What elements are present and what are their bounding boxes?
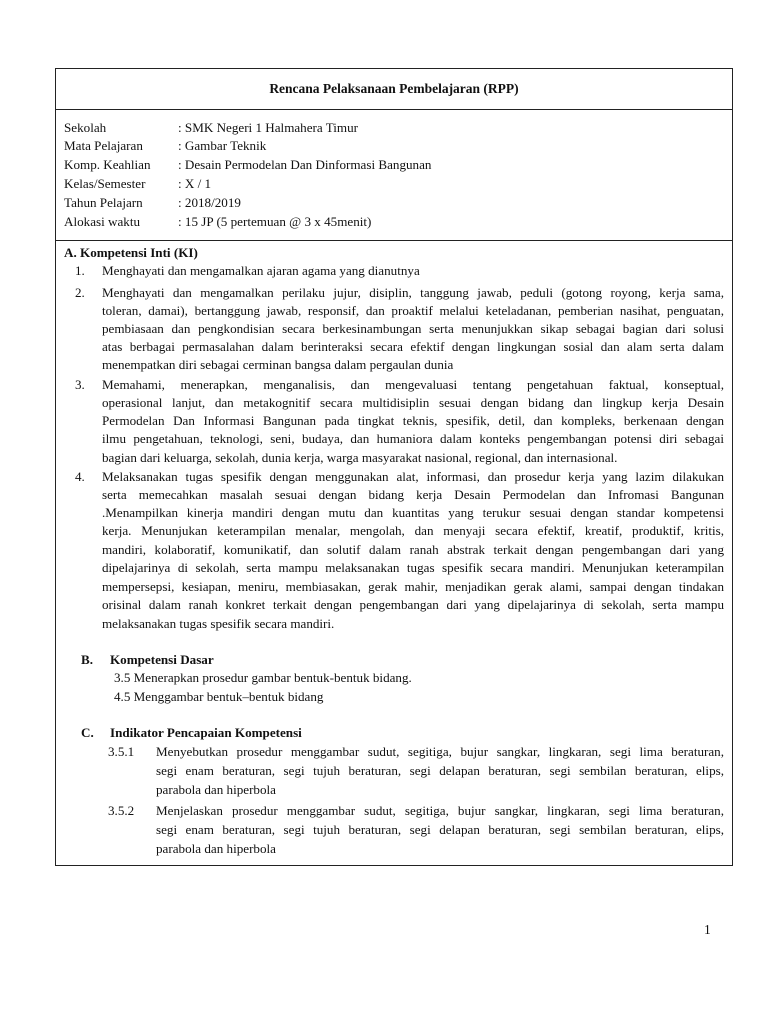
identity-label: Alokasi waktu [64,214,141,229]
identity-row [64,156,431,174]
identity-value: : SMK Negeri 1 Halmahera Timur [178,120,359,135]
section-b-letter: B. [81,652,94,667]
identity-label: Sekolah [64,120,107,135]
identity-label: Mata Pelajaran [64,138,143,153]
section-b-heading: Kompetensi Dasar [110,652,214,667]
section-c-letter: C. [81,725,94,740]
item-text: Menghayati dan mengamalkan ajaran agama yang dianutnya [102,263,420,278]
identity-value: : Gambar Teknik [178,138,267,153]
indicator-number: 3.5.2 [108,803,135,818]
identity-row [64,194,241,212]
identity-value: : Desain Permodelan Dan Dinformasi Bangunan [178,157,432,172]
indicator-text: parabola dan hiperbola [156,841,276,856]
page-number: 1 [704,922,711,937]
item-text: mandiri, kolaboratif, komunikatif, dan solutif dalam ranah abstrak terkait dengan pengembangan dari yang [102,542,724,557]
item-text: pembiasaan dan pengkondisian secara berkesinambungan serta menunjukkan sikap sebagai bagian dari solusi [102,321,724,336]
item-text: bagian dari keluarga, sekolah, dunia kerja, warga masyarakat nasional, regional, dan internasional. [102,450,618,465]
item-text: mempersepsi, kesiapan, meniru, membiasakan, gerak mahir, menjadikan gerak alami, sampai dengan tindakan [102,579,724,594]
item-text: kerja. Menunjukan keterampilan menalar, mengolah, dan menyaji secara efektif, kreatif, produktif, kritis, [102,523,724,538]
item-text: ilmu pengetahuan, teknologi, seni, budaya, dan humaniora dalam konteks pengembangan potensi diri sebagai [102,431,724,446]
identity-row [64,175,211,193]
section-a-heading: A. Kompetensi Inti (KI) [64,245,198,260]
item-text: toleran, damai), bertanggung jawab, responsif, dan proaktif melalui keteladanan, pemberian nasihat, penguatan, [102,303,724,318]
item-text: atas berbagai permasalahan dalam berinteraksi secara efektif dengan lingkungan sosial dan alam serta dalam [102,339,724,354]
identity-value: : 15 JP (5 pertemuan @ 3 x 45menit) [178,214,372,229]
item-text: serta memecahkan masalah sesuai dengan bidang kerja Desain Permodelan dan Infromasi Bangunan [102,487,724,502]
identity-row [64,137,266,155]
indicator-text: parabola dan hiperbola [156,782,276,797]
item-text: Permodelan Dan Informasi Bangunan pada tingkat teknis, spesifik, detil, dan kompleks, berkenaan dengan [102,413,724,428]
identity-value: : X / 1 [178,176,212,191]
item-text: Memahami, menerapkan, menganalisis, dan mengevaluasi tentang pengetahuan faktual, konseptual, [102,377,724,392]
kd-item: 3.5 Menerapkan prosedur gambar bentuk-bentuk bidang. [114,670,412,685]
indicator-text: segi enam beraturan, segi tujuh beraturan, segi delapan beraturan, segi sembilan beraturan, elips, [156,763,724,778]
identity-row [64,119,358,137]
item-number: 4. [75,469,85,484]
item-text: dipelajarinya di sekolah, serta mampu melaksanakan tugas spesifik secara mandiri. Menunjukan keterampilan [102,560,724,575]
indicator-text: Menyebutkan prosedur menggambar sudut, segitiga, bujur sangkar, lingkaran, segi lima beraturan, [156,744,724,759]
indicator-text: Menjelaskan prosedur menggambar sudut, segitiga, bujur sangkar, lingkaran, segi lima beraturan, [156,803,724,818]
item-text: melaksanakan tugas spesifik secara mandiri. [102,616,335,631]
kd-item: 4.5 Menggambar bentuk–bentuk bidang [114,689,324,704]
identity-label: Komp. Keahlian [64,157,151,172]
identity-row [64,213,371,231]
item-text: Melaksanakan tugas spesifik dengan menggunakan alat, informasi, dan prosedur kerja yang lazim dilakukan [102,469,724,484]
item-text: .Menampilkan kinerja mandiri dengan mutu dan kuantitas yang terukur sesuai dengan standar kompetensi [102,505,724,520]
section-c-heading: Indikator Pencapaian Kompetensi [110,725,302,740]
item-text: Menghayati dan mengamalkan perilaku jujur, disiplin, tanggung jawab, peduli (gotong royong, kerja sama, [102,285,724,300]
item-number: 1. [75,263,85,278]
item-number: 2. [75,285,85,300]
indicator-text: segi enam beraturan, segi tujuh beraturan, segi delapan beraturan, segi sembilan beraturan, elips, [156,822,724,837]
identity-block [56,109,732,241]
item-text: orisinal dalam ranah konkret terkait dengan pengembangan dari yang dipelajarinya di sekolah, serta mampu [102,597,724,612]
identity-label: Kelas/Semester [64,176,146,191]
indicator-number: 3.5.1 [108,744,135,759]
rpp-table [55,68,733,866]
identity-label: Tahun Pelajarn [64,195,143,210]
identity-value: : 2018/2019 [178,195,241,210]
item-text: menempatkan diri sebagai cerminan bangsa dalam pergaulan dunia [102,357,454,372]
item-number: 3. [75,377,85,392]
item-text: operasional lanjut, dan metakognitif secara multidisiplin sesuai dengan bidang dan lingkup kerja Desain [102,395,724,410]
document-title: Rencana Pelaksanaan Pembelajaran (RPP) [56,69,732,110]
